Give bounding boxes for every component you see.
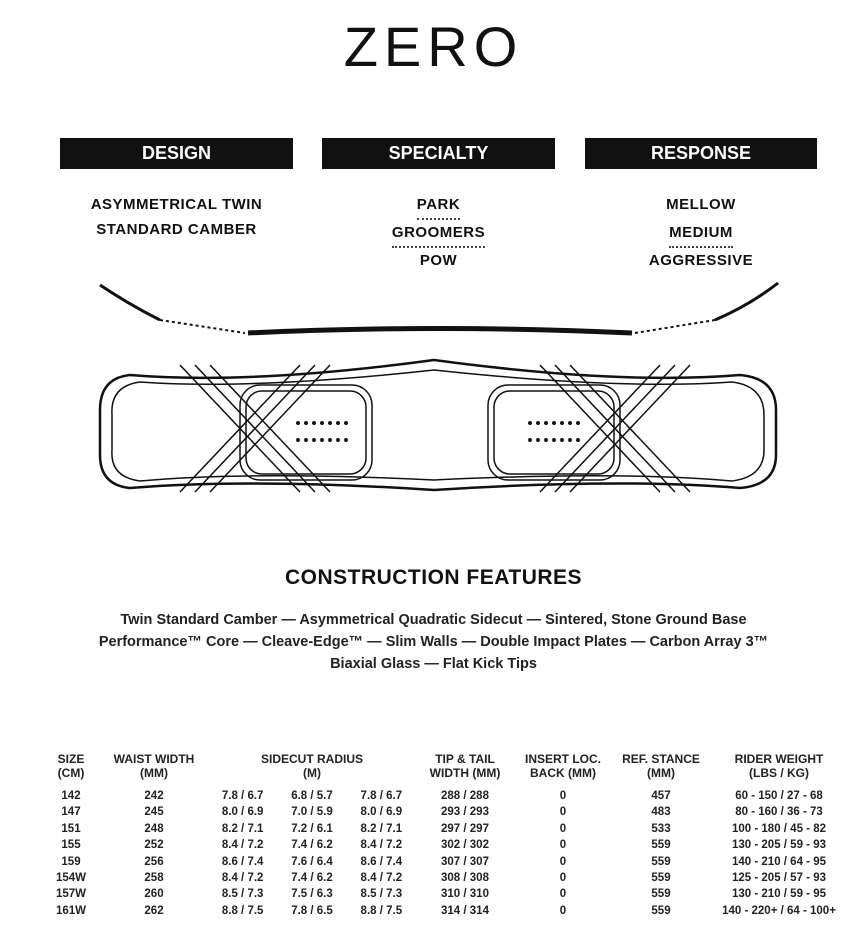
snowboard-illustration <box>0 270 867 520</box>
col-stance <box>612 752 710 788</box>
cell-sc1: 8.0 / 6.9 <box>221 806 264 819</box>
cell-rider: 125 - 205 / 57 - 93 <box>732 872 826 885</box>
cell-rider: 100 - 180 / 45 - 82 <box>732 822 826 835</box>
cell-sc1: 7.8 / 6.7 <box>221 790 264 802</box>
cell-tiptail: 308 / 308 <box>441 872 489 885</box>
cell-sc2: 7.2 / 6.1 <box>291 822 333 835</box>
cell-waist: 262 <box>144 904 164 917</box>
col-sidecut <box>208 752 416 788</box>
response-header: RESPONSE <box>585 138 817 169</box>
col-waist <box>100 752 208 788</box>
design-column <box>60 192 293 242</box>
header-text: RIDER WEIGHT <box>734 752 824 766</box>
cell-stance: 559 <box>651 872 671 885</box>
cell-tiptail: 302 / 302 <box>441 839 489 852</box>
cell-sc2: 6.8 / 5.7 <box>291 790 333 802</box>
cell-size: 151 <box>61 822 81 835</box>
table-row <box>42 804 848 820</box>
header-text: WIDTH (MM) <box>429 766 501 780</box>
specialty-item: POW <box>419 252 458 269</box>
cell-rider: 130 - 210 / 59 - 95 <box>732 888 826 901</box>
design-header: DESIGN <box>60 138 293 169</box>
cell-sc2: 7.6 / 6.4 <box>291 855 333 868</box>
col-size <box>42 752 100 788</box>
cell-rider: 140 - 210 / 64 - 95 <box>732 855 826 868</box>
cell-sc3: 8.8 / 7.5 <box>360 904 403 917</box>
cell-stance: 559 <box>651 904 671 917</box>
cell-size: 154W <box>55 872 87 885</box>
cell-sc3: 8.2 / 7.1 <box>360 822 403 835</box>
table-row <box>42 886 848 902</box>
header-text: (MM) <box>140 766 168 780</box>
cell-tiptail: 293 / 293 <box>441 806 489 819</box>
table-row <box>42 821 848 837</box>
header-text: REF. STANCE <box>622 752 700 766</box>
cell-sc3: 8.4 / 7.2 <box>360 872 403 885</box>
header-text: (CM) <box>57 766 85 780</box>
header-text: TIP & TAIL <box>435 752 495 766</box>
table-row <box>42 903 848 919</box>
cell-stance: 483 <box>651 806 671 819</box>
table-row <box>42 854 848 870</box>
response-item: MELLOW <box>666 196 736 213</box>
cell-stance: 559 <box>651 839 671 852</box>
cell-sc1: 8.2 / 7.1 <box>221 822 264 835</box>
col-rider <box>710 752 848 788</box>
cell-size: 159 <box>61 855 81 868</box>
cell-size: 161W <box>55 904 87 917</box>
cell-tiptail: 314 / 314 <box>441 904 489 917</box>
cell-waist: 256 <box>144 855 164 868</box>
cell-sc3: 8.6 / 7.4 <box>360 855 403 868</box>
cell-sc2: 7.5 / 6.3 <box>291 888 333 901</box>
cell-sc1: 8.4 / 7.2 <box>221 839 264 852</box>
cell-waist: 248 <box>144 822 164 835</box>
header-text: SIDECUT RADIUS <box>260 752 363 766</box>
board-top-view <box>100 360 776 490</box>
cell-sc1: 8.6 / 7.4 <box>221 855 264 868</box>
cell-sc3: 7.8 / 6.7 <box>360 790 403 802</box>
cell-sc3: 8.5 / 7.3 <box>360 888 403 901</box>
cell-waist: 260 <box>144 888 164 901</box>
specialty-item: GROOMERS <box>392 220 485 248</box>
cell-insert: 0 <box>559 904 567 917</box>
cell-stance: 457 <box>651 790 671 802</box>
response-item: MEDIUM <box>669 220 733 248</box>
cell-waist: 242 <box>144 790 164 802</box>
specialty-column <box>322 192 555 273</box>
specialty-item: PARK <box>417 192 460 220</box>
cell-sc1: 8.5 / 7.3 <box>221 888 264 901</box>
construction-line: Biaxial Glass — Flat Kick Tips <box>330 656 537 672</box>
response-item: AGGRESSIVE <box>648 252 754 269</box>
cell-insert: 0 <box>559 790 567 802</box>
cell-sc3: 8.4 / 7.2 <box>360 839 403 852</box>
cell-sc2: 7.0 / 5.9 <box>291 806 333 819</box>
table-row <box>42 837 848 853</box>
cell-tiptail: 297 / 297 <box>441 822 489 835</box>
cell-waist: 252 <box>144 839 164 852</box>
cell-rider: 60 - 150 / 27 - 68 <box>735 790 823 802</box>
cell-size: 147 <box>61 806 81 819</box>
cell-sc2: 7.8 / 6.5 <box>291 904 333 917</box>
specialty-header: SPECIALTY <box>322 138 555 169</box>
table-row <box>42 788 848 804</box>
cell-tiptail: 310 / 310 <box>441 888 489 901</box>
cell-insert: 0 <box>559 806 567 819</box>
construction-line: Twin Standard Camber — Asymmetrical Quadratic Sidecut — Sintered, Stone Ground Base <box>120 612 747 628</box>
cell-insert: 0 <box>559 822 567 835</box>
cell-size: 155 <box>61 839 81 852</box>
header-text: (M) <box>303 766 321 780</box>
cell-stance: 533 <box>651 822 671 835</box>
cell-waist: 245 <box>144 806 164 819</box>
cell-stance: 559 <box>651 888 671 901</box>
cell-sc1: 8.8 / 7.5 <box>221 904 264 917</box>
design-item: STANDARD CAMBER <box>96 221 257 238</box>
cell-stance: 559 <box>651 855 671 868</box>
cell-insert: 0 <box>559 872 567 885</box>
cell-waist: 258 <box>144 872 164 885</box>
cell-tiptail: 288 / 288 <box>441 790 489 802</box>
camber-profile <box>100 283 778 333</box>
specs-header-row <box>42 752 848 788</box>
design-item: ASYMMETRICAL TWIN <box>90 196 263 213</box>
header-text: (MM) <box>647 766 675 780</box>
cell-rider: 140 - 220+ / 64 - 100+ <box>722 904 836 917</box>
cell-insert: 0 <box>559 855 567 868</box>
cell-size: 157W <box>55 888 87 901</box>
cell-rider: 130 - 205 / 59 - 93 <box>732 839 826 852</box>
cell-insert: 0 <box>559 888 567 901</box>
cell-sc1: 8.4 / 7.2 <box>221 872 264 885</box>
header-text: WAIST WIDTH <box>113 752 195 766</box>
cell-sc2: 7.4 / 6.2 <box>291 872 333 885</box>
cell-sc3: 8.0 / 6.9 <box>360 806 403 819</box>
page-title: ZERO <box>343 15 524 78</box>
cell-size: 142 <box>61 790 81 802</box>
cell-sc2: 7.4 / 6.2 <box>291 839 333 852</box>
response-column <box>585 192 817 273</box>
cell-insert: 0 <box>559 839 567 852</box>
col-tiptail <box>416 752 514 788</box>
construction-title: CONSTRUCTION FEATURES <box>284 566 583 589</box>
construction-line: Performance™ Core — Cleave-Edge™ — Slim Walls — Double Impact Plates — Carbon Array 3™ <box>98 634 769 650</box>
specs-table <box>42 752 848 919</box>
col-insert <box>514 752 612 788</box>
table-row <box>42 870 848 886</box>
header-text: BACK (MM) <box>530 766 596 780</box>
header-text: SIZE <box>57 752 85 766</box>
cell-rider: 80 - 160 / 36 - 73 <box>735 806 823 819</box>
cell-tiptail: 307 / 307 <box>441 855 489 868</box>
binding-inserts <box>296 421 580 442</box>
header-text: (LBS / KG) <box>749 766 809 780</box>
header-text: INSERT LOC. <box>524 752 601 766</box>
